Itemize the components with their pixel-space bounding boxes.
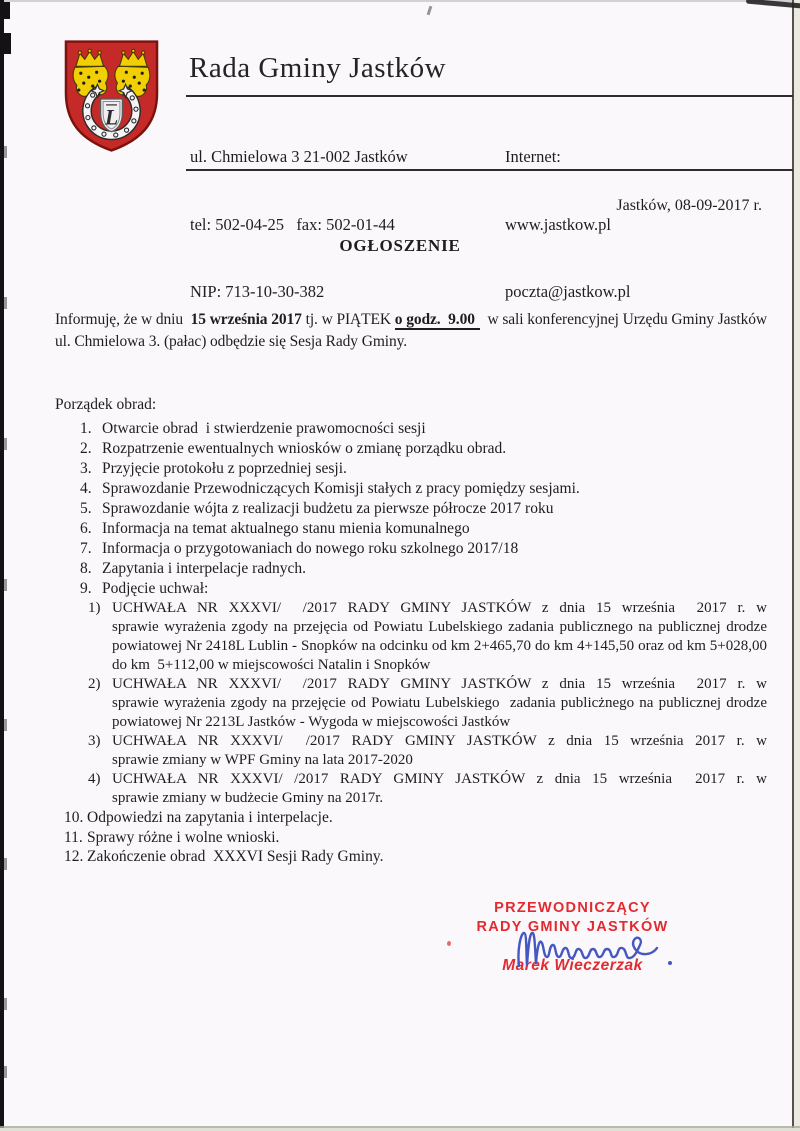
- agenda-item-number: 3.: [80, 460, 92, 477]
- scan-artifact: [0, 1066, 7, 1078]
- resolution-head: UCHWAŁA NR XXXVI/ /2017 RADY GMINY JASTKÓW z dnia 15 września 2017 r. w: [112, 771, 767, 787]
- intro-paragraph: [55, 309, 771, 352]
- agenda-item-number: 4.: [80, 480, 92, 497]
- intro-text: Informuję, że w dniu: [55, 311, 191, 328]
- org-email: poczta@jastkow.pl: [505, 282, 631, 301]
- resolution-number: 2): [88, 676, 101, 692]
- resolution-head: UCHWAŁA NR XXXVI/ /2017 RADY GMINY JASTKÓW z dnia 15 września 2017 r. w: [112, 600, 767, 616]
- agenda-item-number: 12.: [64, 848, 84, 865]
- dateline: Jastków, 08-09-2017 r.: [616, 197, 762, 214]
- scan-artifact: [427, 6, 433, 15]
- agenda-item: [55, 459, 767, 479]
- scan-artifact: [0, 297, 7, 309]
- agenda-item-text: Podjęcie uchwał:: [102, 580, 209, 597]
- resolution-body: sprawie zmiany w budżecie Gminy na 2017r.: [112, 790, 384, 806]
- agenda-item-text: Sprawozdanie Przewodniczących Komisji stałych z pracy pomiędzy sesjami.: [102, 480, 580, 497]
- scan-edge-top: [0, 0, 800, 2]
- resolution-head: UCHWAŁA NR XXXVI/ /2017 RADY GMINY JASTKÓW z dnia 15 września 2017 r. w: [112, 733, 767, 749]
- agenda-item: [55, 479, 767, 499]
- resolution-number: 3): [88, 733, 101, 749]
- agenda-item-text: Odpowiedzi na zapytania i interpelacje.: [87, 809, 333, 826]
- letterhead-rule-top: [186, 95, 793, 97]
- stamp-title-line2: RADY GMINY JASTKÓW: [476, 919, 669, 935]
- signature-block: [455, 899, 690, 974]
- resolution-text: [112, 732, 767, 770]
- agenda-item: [55, 539, 767, 559]
- svg-text:L: L: [104, 105, 119, 130]
- org-website: www.jastkow.pl: [505, 214, 612, 234]
- agenda-item: [55, 519, 767, 539]
- agenda-item-number: 2.: [80, 440, 92, 457]
- resolution-head: UCHWAŁA NR XXXVI/ /2017 RADY GMINY JASTKÓW z dnia 15 września 2017 r. w: [112, 676, 767, 692]
- org-name: Rada Gminy Jastków: [189, 52, 447, 84]
- resolution-body: sprawie wyrażenia zgody na przejęcie od Powiatu Lubelskiego zadania publicżnego na publicznej drodze powiatowej Nr 2213L Jastków - Wygoda w miejscowości Jastków: [112, 695, 771, 730]
- resolution-text: [112, 770, 767, 808]
- agenda-item-text: Sprawy różne i wolne wnioski.: [87, 828, 280, 846]
- org-nip: NIP: 713-10-30-382: [190, 282, 325, 301]
- scan-artifact: [0, 2, 10, 19]
- scan-artifact: [0, 998, 7, 1010]
- agenda-item-number: 7.: [80, 540, 92, 557]
- agenda-item-text: Informacja na temat aktualnego stanu mienia komunalnego: [102, 520, 470, 537]
- scan-artifact: [0, 858, 7, 870]
- scan-artifact: [0, 33, 11, 54]
- jastkow-coat-of-arms-icon: [62, 37, 161, 155]
- letterhead-rule-bottom: [186, 169, 793, 171]
- handwritten-signature-icon: [513, 921, 685, 983]
- agenda-item-number: 6.: [80, 520, 92, 537]
- resolution-body: sprawie zmiany w WPF Gminy na lata 2017-2020: [112, 752, 413, 768]
- document-title: OGŁOSZENIE: [339, 236, 461, 255]
- agenda-item-number: 10.: [64, 809, 84, 826]
- agenda-item: [55, 847, 767, 867]
- agenda-item-number: 5.: [80, 500, 92, 517]
- resolution-item: [55, 732, 767, 770]
- agenda-item-text: Przyjęcie protokołu z poprzedniej sesji.: [102, 460, 347, 477]
- agenda-item-number: 11.: [64, 828, 83, 846]
- stamp-title-line1: PRZEWODNICZĄCY: [494, 900, 651, 916]
- agenda-item-text: Otwarcie obrad i stwierdzenie prawomocności sesji: [102, 420, 426, 437]
- agenda-item: [55, 499, 767, 519]
- chairman-name: Marek Wieczerzak: [502, 957, 643, 974]
- agenda-item: [55, 579, 767, 599]
- agenda-item-text: Informacja o przygotowaniach do nowego roku szkolnego 2017/18: [102, 540, 519, 557]
- scan-edge-right-outer: [794, 0, 800, 1131]
- agenda-heading: Porządek obrad:: [55, 396, 157, 413]
- agenda-item-text: Rozpatrzenie ewentualnych wniosków o zmianę porządku obrad.: [102, 440, 507, 457]
- intro-text: w sali konferencyjnej Urzędu Gminy Jastków ul. Chmielowa 3. (pałac) odbędzie się Sesja Rady Gminy.: [55, 311, 771, 350]
- resolution-item: [55, 599, 771, 675]
- agenda-section: [55, 395, 771, 867]
- resolution-number: 1): [88, 600, 101, 616]
- org-address: ul. Chmielowa 3 21-002 Jastków: [190, 147, 408, 166]
- agenda-item: [55, 808, 767, 828]
- resolution-item: [55, 675, 771, 732]
- agenda-item: [55, 419, 767, 439]
- agenda-item-text: Sprawozdanie wójta z realizacji budżetu za pierwsze półrocze 2017 roku: [102, 500, 554, 517]
- agenda-item: [55, 439, 767, 459]
- session-time: o godz. 9.00: [395, 311, 480, 330]
- agenda-item-number: 8.: [80, 560, 92, 577]
- agenda-item-text: Zakończenie obrad XXXVI Sesji Rady Gminy.: [87, 848, 384, 865]
- resolution-item: [55, 770, 767, 808]
- agenda-item-number: 1.: [80, 420, 92, 437]
- scan-artifact: [0, 719, 7, 731]
- scan-artifact: [447, 941, 451, 946]
- resolution-text: [112, 675, 771, 732]
- resolution-body: sprawie wyrażenia zgody na przejęcia od Powiatu Lubelskiego zadania publicznego na publicznej drodze powiatowej Nr 2418L Lublin - Snopków na odcinku od km 2+465,70 do km 4+145,50 oraz od km 5+028,00 do km 5+112,00 w miejscowości Natalin i Snopków: [112, 619, 771, 673]
- agenda-item-text: Zapytania i interpelacje radnych.: [102, 560, 306, 577]
- org-phone-fax: tel: 502-04-25 fax: 502-01-44: [190, 214, 395, 234]
- scan-artifact: [0, 579, 7, 591]
- session-date: 15 września 2017: [190, 311, 302, 328]
- scan-edge-left: [0, 0, 4, 1131]
- intro-text: tj. w PIĄTEK: [301, 311, 395, 328]
- agenda-item-number: 9.: [80, 580, 92, 597]
- scan-artifact: [0, 438, 7, 450]
- resolution-text: [112, 599, 771, 675]
- agenda-item: [55, 559, 767, 579]
- resolution-number: 4): [88, 771, 101, 787]
- scan-artifact: [0, 146, 7, 158]
- agenda-item: [55, 828, 767, 848]
- internet-label: Internet:: [505, 147, 561, 166]
